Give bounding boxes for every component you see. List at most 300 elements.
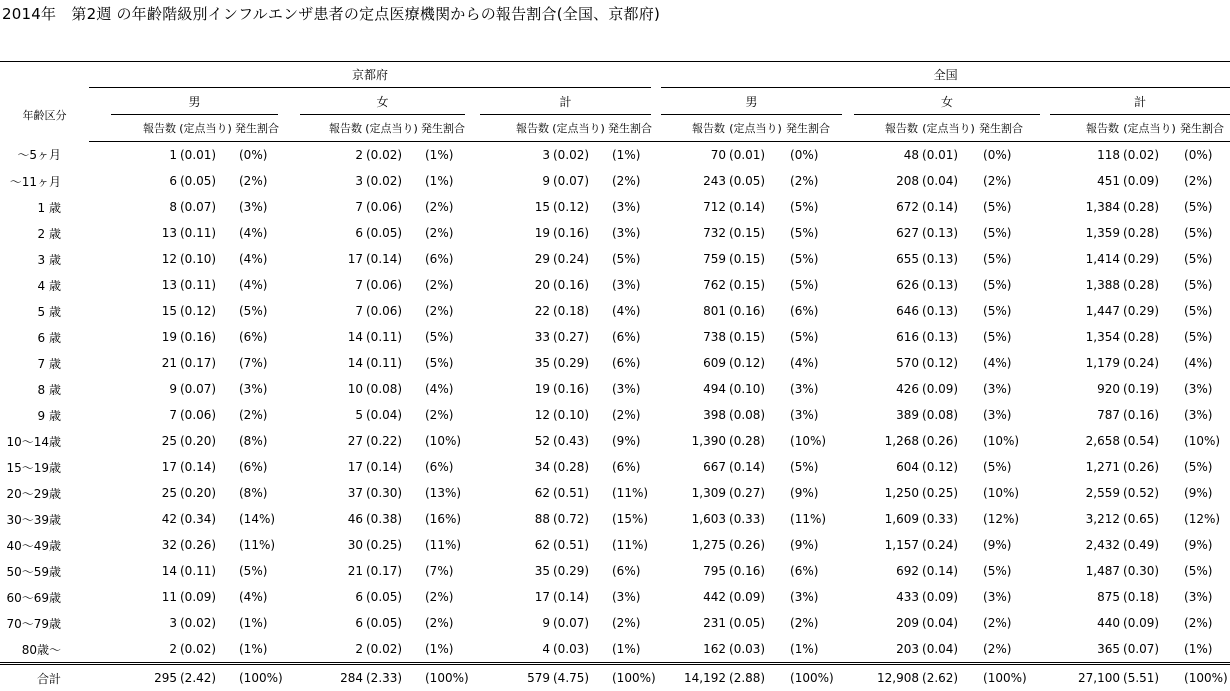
count-cell: 2,432 <box>1050 532 1121 558</box>
per-sentinel-cell: (0.17) <box>178 350 233 376</box>
count-cell: 70 <box>661 142 727 169</box>
spacer-cell <box>278 350 300 376</box>
spacer-cell <box>465 350 480 376</box>
per-sentinel-cell: (0.13) <box>920 220 977 246</box>
spacer-cell <box>842 350 854 376</box>
per-sentinel-cell: (0.09) <box>178 584 233 610</box>
rate-cell: (7%) <box>233 350 278 376</box>
rate-cell: (2%) <box>419 220 465 246</box>
count-cell: 203 <box>854 636 920 664</box>
rate-cell: (5%) <box>233 558 278 584</box>
table-row <box>0 480 1230 506</box>
age-cell: 8 歳 <box>0 376 89 402</box>
spacer-cell <box>1040 636 1050 664</box>
count-cell: 12,908 <box>854 664 920 691</box>
rate-cell: (100%) <box>233 664 278 691</box>
spacer-cell <box>1040 350 1050 376</box>
age-cell: 5 歳 <box>0 298 89 324</box>
count-cell: 389 <box>854 402 920 428</box>
age-cell: 3 歳 <box>0 246 89 272</box>
per-sentinel-cell: (0.51) <box>551 480 606 506</box>
spacer-cell <box>465 506 480 532</box>
spacer-cell <box>842 636 854 664</box>
count-cell: 284 <box>300 664 364 691</box>
spacer-cell <box>842 480 854 506</box>
per-sentinel-cell: (0.16) <box>551 272 606 298</box>
spacer-cell <box>842 324 854 350</box>
per-sentinel-cell: (0.30) <box>364 480 419 506</box>
per-sentinel-cell: (2.88) <box>727 664 784 691</box>
kyoto-male-count-header: 報告数 <box>111 115 178 142</box>
per-sentinel-cell: (0.11) <box>364 350 419 376</box>
kyoto-total-rate-header: 発生割合 <box>606 115 651 142</box>
per-sentinel-cell: (0.13) <box>920 324 977 350</box>
spacer-cell <box>465 168 480 194</box>
spacer-cell <box>651 350 661 376</box>
age-cell: 50〜59歳 <box>0 558 89 584</box>
per-sentinel-cell: (0.04) <box>920 168 977 194</box>
spacer-cell <box>89 454 111 480</box>
count-cell: 2 <box>300 636 364 664</box>
per-sentinel-cell: (0.04) <box>920 610 977 636</box>
per-sentinel-cell: (0.22) <box>364 428 419 454</box>
count-cell: 19 <box>480 376 551 402</box>
spacer-cell <box>465 428 480 454</box>
spacer-cell <box>1040 532 1050 558</box>
per-sentinel-cell: (0.15) <box>727 324 784 350</box>
age-cell: 40〜49歳 <box>0 532 89 558</box>
spacer-cell <box>89 480 111 506</box>
rate-cell: (14%) <box>233 506 278 532</box>
per-sentinel-cell: (0.28) <box>1121 220 1178 246</box>
count-cell: 762 <box>661 272 727 298</box>
per-sentinel-cell: (0.05) <box>727 168 784 194</box>
rate-cell: (12%) <box>977 506 1040 532</box>
count-cell: 30 <box>300 532 364 558</box>
count-cell: 1,447 <box>1050 298 1121 324</box>
national-female-rate-header: 発生割合 <box>977 115 1040 142</box>
rate-cell: (1%) <box>233 636 278 664</box>
spacer-cell <box>1040 506 1050 532</box>
per-sentinel-cell: (0.07) <box>551 610 606 636</box>
spacer-cell <box>1040 584 1050 610</box>
count-cell: 48 <box>854 142 920 169</box>
per-sentinel-cell: (0.02) <box>364 636 419 664</box>
count-cell: 5 <box>300 402 364 428</box>
per-sentinel-cell: (0.14) <box>920 194 977 220</box>
spacer-cell <box>89 532 111 558</box>
per-sentinel-cell: (4.75) <box>551 664 606 691</box>
count-cell: 35 <box>480 558 551 584</box>
rate-cell: (5%) <box>977 194 1040 220</box>
count-cell: 8 <box>111 194 178 220</box>
spacer-cell <box>465 220 480 246</box>
rate-cell: (10%) <box>1178 428 1230 454</box>
rate-cell: (5%) <box>1178 558 1230 584</box>
per-sentinel-cell: (0.08) <box>727 402 784 428</box>
count-cell: 1,309 <box>661 480 727 506</box>
per-sentinel-cell: (0.24) <box>551 246 606 272</box>
table-row <box>0 272 1230 298</box>
per-sentinel-cell: (0.14) <box>178 454 233 480</box>
per-sentinel-cell: (0.10) <box>727 376 784 402</box>
per-sentinel-cell: (0.26) <box>1121 454 1178 480</box>
rate-cell: (100%) <box>784 664 842 691</box>
spacer-cell <box>842 220 854 246</box>
national-total-header: 計 <box>1050 88 1230 115</box>
per-sentinel-cell: (0.65) <box>1121 506 1178 532</box>
rate-cell: (6%) <box>784 558 842 584</box>
count-cell: 2 <box>300 142 364 169</box>
count-cell: 7 <box>300 194 364 220</box>
spacer-cell <box>278 584 300 610</box>
spacer-cell <box>842 272 854 298</box>
rate-cell: (2%) <box>784 168 842 194</box>
spacer-cell <box>1040 246 1050 272</box>
per-sentinel-cell: (0.02) <box>178 636 233 664</box>
table-row <box>0 636 1230 664</box>
table-row <box>0 506 1230 532</box>
region-header-kyoto: 京都府 <box>89 62 651 88</box>
per-sentinel-cell: (0.07) <box>178 194 233 220</box>
influenza-report-table <box>0 61 1230 691</box>
rate-cell: (11%) <box>784 506 842 532</box>
rate-cell: (4%) <box>233 220 278 246</box>
rate-cell: (3%) <box>784 584 842 610</box>
count-cell: 14 <box>111 558 178 584</box>
rate-cell: (15%) <box>606 506 651 532</box>
spacer-cell <box>278 376 300 402</box>
count-cell: 13 <box>111 272 178 298</box>
table-row <box>0 558 1230 584</box>
rate-cell: (5%) <box>1178 220 1230 246</box>
count-cell: 9 <box>480 168 551 194</box>
count-cell: 17 <box>480 584 551 610</box>
rate-cell: (5%) <box>606 246 651 272</box>
per-sentinel-cell: (0.38) <box>364 506 419 532</box>
rate-cell: (5%) <box>784 246 842 272</box>
per-sentinel-cell: (0.05) <box>178 168 233 194</box>
rate-cell: (1%) <box>606 142 651 169</box>
spacer-cell <box>278 298 300 324</box>
per-sentinel-cell: (0.12) <box>920 454 977 480</box>
rate-cell: (5%) <box>1178 298 1230 324</box>
count-cell: 667 <box>661 454 727 480</box>
per-sentinel-cell: (0.34) <box>178 506 233 532</box>
count-cell: 3 <box>300 168 364 194</box>
count-cell: 25 <box>111 480 178 506</box>
count-cell: 62 <box>480 532 551 558</box>
count-cell: 32 <box>111 532 178 558</box>
spacer-cell <box>651 246 661 272</box>
rate-cell: (2%) <box>606 168 651 194</box>
national-female-count-header: 報告数 <box>854 115 920 142</box>
rate-cell: (6%) <box>606 350 651 376</box>
count-cell: 13 <box>111 220 178 246</box>
rate-cell: (2%) <box>233 402 278 428</box>
rate-cell: (5%) <box>1178 324 1230 350</box>
per-sentinel-cell: (0.27) <box>727 480 784 506</box>
count-cell: 17 <box>111 454 178 480</box>
spacer-cell <box>89 636 111 664</box>
count-cell: 231 <box>661 610 727 636</box>
per-sentinel-cell: (0.16) <box>178 324 233 350</box>
count-cell: 6 <box>300 220 364 246</box>
rate-cell: (5%) <box>784 272 842 298</box>
count-cell: 604 <box>854 454 920 480</box>
rate-cell: (2%) <box>419 194 465 220</box>
rate-cell: (5%) <box>977 558 1040 584</box>
per-sentinel-cell: (0.14) <box>727 194 784 220</box>
per-sentinel-cell: (0.30) <box>1121 558 1178 584</box>
rate-cell: (2%) <box>784 610 842 636</box>
spacer-cell <box>278 506 300 532</box>
count-cell: 801 <box>661 298 727 324</box>
count-cell: 4 <box>480 636 551 664</box>
rate-cell: (100%) <box>1178 664 1230 691</box>
spacer-cell <box>651 324 661 350</box>
spacer-cell <box>651 506 661 532</box>
per-sentinel-cell: (0.09) <box>1121 610 1178 636</box>
rate-cell: (0%) <box>784 142 842 169</box>
rate-cell: (5%) <box>1178 272 1230 298</box>
per-sentinel-cell: (0.01) <box>920 142 977 169</box>
kyoto-female-header: 女 <box>300 88 465 115</box>
spacer-cell <box>278 480 300 506</box>
spacer-cell <box>465 298 480 324</box>
table-row <box>0 454 1230 480</box>
rate-cell: (2%) <box>606 610 651 636</box>
count-cell: 920 <box>1050 376 1121 402</box>
per-sentinel-cell: (0.09) <box>920 584 977 610</box>
per-sentinel-cell: (0.15) <box>727 246 784 272</box>
rate-cell: (5%) <box>977 324 1040 350</box>
spacer-cell <box>465 272 480 298</box>
per-sentinel-cell: (0.25) <box>364 532 419 558</box>
spacer-cell <box>1040 558 1050 584</box>
count-cell: 440 <box>1050 610 1121 636</box>
count-cell: 626 <box>854 272 920 298</box>
national-total-per-sentinel-header: (定点当り) <box>1121 115 1178 142</box>
per-sentinel-cell: (0.28) <box>1121 324 1178 350</box>
spacer-cell <box>278 558 300 584</box>
count-cell: 14 <box>300 324 364 350</box>
count-cell: 672 <box>854 194 920 220</box>
rate-cell: (12%) <box>1178 506 1230 532</box>
spacer-cell <box>89 506 111 532</box>
per-sentinel-cell: (0.07) <box>551 168 606 194</box>
spacer-cell <box>89 142 111 169</box>
count-cell: 616 <box>854 324 920 350</box>
count-cell: 10 <box>300 376 364 402</box>
per-sentinel-cell: (0.13) <box>920 246 977 272</box>
spacer-cell <box>1040 272 1050 298</box>
rate-cell: (2%) <box>1178 610 1230 636</box>
kyoto-total-count-header: 報告数 <box>480 115 551 142</box>
spacer-cell <box>1040 324 1050 350</box>
national-female-per-sentinel-header: (定点当り) <box>920 115 977 142</box>
spacer-cell <box>651 402 661 428</box>
rate-cell: (3%) <box>606 220 651 246</box>
count-cell: 732 <box>661 220 727 246</box>
count-cell: 14,192 <box>661 664 727 691</box>
rate-cell: (3%) <box>1178 402 1230 428</box>
count-cell: 19 <box>480 220 551 246</box>
rate-cell: (10%) <box>977 428 1040 454</box>
rate-cell: (5%) <box>977 298 1040 324</box>
kyoto-total-per-sentinel-header: (定点当り) <box>551 115 606 142</box>
per-sentinel-cell: (0.14) <box>551 584 606 610</box>
rate-cell: (5%) <box>977 220 1040 246</box>
rate-cell: (5%) <box>784 454 842 480</box>
count-cell: 1,390 <box>661 428 727 454</box>
per-sentinel-cell: (2.62) <box>920 664 977 691</box>
count-cell: 37 <box>300 480 364 506</box>
age-cell: 〜11ヶ月 <box>0 168 89 194</box>
per-sentinel-cell: (0.26) <box>920 428 977 454</box>
per-sentinel-cell: (0.01) <box>178 142 233 169</box>
age-group-header: 年齢区分 <box>0 88 89 142</box>
per-sentinel-cell: (0.14) <box>727 454 784 480</box>
kyoto-female-count-header: 報告数 <box>300 115 364 142</box>
table-row <box>0 142 1230 169</box>
per-sentinel-cell: (0.18) <box>551 298 606 324</box>
rate-cell: (2%) <box>606 402 651 428</box>
table-row <box>0 324 1230 350</box>
spacer-cell <box>89 664 111 691</box>
rate-cell: (5%) <box>1178 454 1230 480</box>
table-row <box>0 584 1230 610</box>
per-sentinel-cell: (0.49) <box>1121 532 1178 558</box>
count-cell: 2 <box>111 636 178 664</box>
spacer-cell <box>89 168 111 194</box>
rate-cell: (5%) <box>977 454 1040 480</box>
spacer-cell <box>651 194 661 220</box>
national-male-count-header: 報告数 <box>661 115 727 142</box>
spacer-cell <box>842 584 854 610</box>
per-sentinel-cell: (0.06) <box>364 272 419 298</box>
spacer-cell <box>465 246 480 272</box>
spacer-cell <box>651 532 661 558</box>
spacer-cell <box>89 246 111 272</box>
rate-cell: (9%) <box>784 532 842 558</box>
rate-cell: (7%) <box>419 558 465 584</box>
rate-cell: (3%) <box>784 376 842 402</box>
count-cell: 759 <box>661 246 727 272</box>
rate-cell: (3%) <box>977 584 1040 610</box>
count-cell: 209 <box>854 610 920 636</box>
spacer-cell <box>465 532 480 558</box>
table-row <box>0 402 1230 428</box>
spacer-cell <box>465 584 480 610</box>
age-cell: 6 歳 <box>0 324 89 350</box>
per-sentinel-cell: (0.24) <box>1121 350 1178 376</box>
rate-cell: (6%) <box>419 246 465 272</box>
count-cell: 1,354 <box>1050 324 1121 350</box>
table-row <box>0 298 1230 324</box>
per-sentinel-cell: (0.25) <box>920 480 977 506</box>
rate-cell: (9%) <box>1178 480 1230 506</box>
kyoto-male-header: 男 <box>111 88 278 115</box>
spacer-cell <box>465 610 480 636</box>
count-cell: 243 <box>661 168 727 194</box>
rate-cell: (0%) <box>977 142 1040 169</box>
count-cell: 27,100 <box>1050 664 1121 691</box>
rate-cell: (3%) <box>233 194 278 220</box>
spacer-cell <box>89 324 111 350</box>
count-cell: 712 <box>661 194 727 220</box>
rate-cell: (1%) <box>784 636 842 664</box>
spacer-cell <box>89 220 111 246</box>
rate-cell: (0%) <box>233 142 278 169</box>
per-sentinel-cell: (0.06) <box>364 298 419 324</box>
per-sentinel-cell: (0.16) <box>727 298 784 324</box>
per-sentinel-cell: (0.04) <box>364 402 419 428</box>
rate-cell: (8%) <box>233 480 278 506</box>
count-cell: 1,275 <box>661 532 727 558</box>
count-cell: 433 <box>854 584 920 610</box>
count-cell: 1,157 <box>854 532 920 558</box>
count-cell: 1,603 <box>661 506 727 532</box>
count-cell: 88 <box>480 506 551 532</box>
rate-cell: (11%) <box>606 480 651 506</box>
rate-cell: (3%) <box>1178 376 1230 402</box>
spacer-cell <box>278 142 300 169</box>
spacer-cell <box>465 402 480 428</box>
spacer-cell <box>465 558 480 584</box>
spacer-cell <box>89 272 111 298</box>
count-cell: 609 <box>661 350 727 376</box>
header-blank <box>0 62 89 88</box>
count-cell: 787 <box>1050 402 1121 428</box>
count-cell: 15 <box>111 298 178 324</box>
rate-cell: (6%) <box>606 558 651 584</box>
spacer-cell <box>651 428 661 454</box>
count-cell: 19 <box>111 324 178 350</box>
rate-cell: (4%) <box>233 272 278 298</box>
spacer-cell <box>89 376 111 402</box>
count-cell: 1,250 <box>854 480 920 506</box>
table-row <box>0 428 1230 454</box>
per-sentinel-cell: (0.09) <box>727 584 784 610</box>
count-cell: 35 <box>480 350 551 376</box>
spacer-cell <box>842 142 854 169</box>
spacer-cell <box>1040 376 1050 402</box>
age-cell: 30〜39歳 <box>0 506 89 532</box>
count-cell: 1,268 <box>854 428 920 454</box>
per-sentinel-cell: (0.02) <box>178 610 233 636</box>
rate-cell: (3%) <box>977 402 1040 428</box>
spacer-cell <box>1040 664 1050 691</box>
spacer-cell <box>842 246 854 272</box>
rate-cell: (0%) <box>1178 142 1230 169</box>
count-cell: 33 <box>480 324 551 350</box>
spacer-cell <box>278 194 300 220</box>
spacer-cell <box>465 480 480 506</box>
rate-cell: (6%) <box>419 454 465 480</box>
spacer-cell <box>465 454 480 480</box>
spacer-cell <box>1040 220 1050 246</box>
count-cell: 1,609 <box>854 506 920 532</box>
per-sentinel-cell: (0.06) <box>178 402 233 428</box>
rate-cell: (9%) <box>784 480 842 506</box>
rate-cell: (16%) <box>419 506 465 532</box>
per-sentinel-cell: (0.28) <box>727 428 784 454</box>
spacer-cell <box>278 324 300 350</box>
count-cell: 1 <box>111 142 178 169</box>
count-cell: 1,388 <box>1050 272 1121 298</box>
per-sentinel-cell: (0.33) <box>727 506 784 532</box>
